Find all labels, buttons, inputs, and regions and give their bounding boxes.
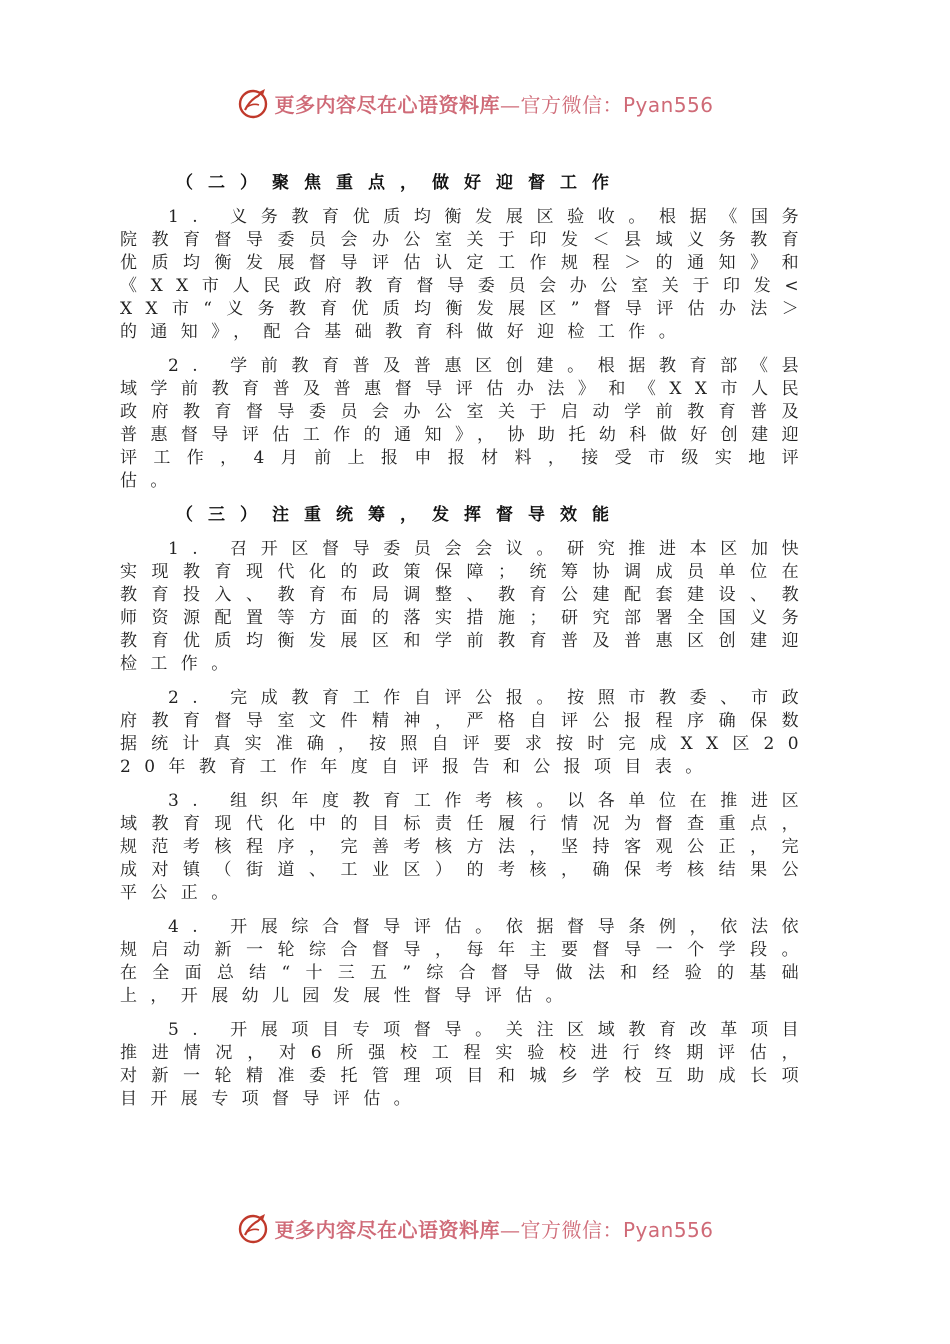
paragraph: 3. 组织年度教育工作考核。以各单位在推进区域教育现代化中的目标责任履行情况为督查重点，规范考核程序，完善考核方法，坚持客观公正，完成对镇（街道、工业区）的考核，确保考核结果公平公正。 bbox=[120, 791, 812, 903]
header-watermark-banner bbox=[0, 86, 950, 120]
banner-text: 更多内容尽在心语资料库—官方微信：Pyan556 bbox=[274, 92, 714, 117]
section-heading: （二）聚焦重点，做好迎督工作 bbox=[176, 173, 624, 193]
paragraph: 2. 完成教育工作自评公报。按照市教委、市政府教育督导室文件精神，严格自评公报程序确保数据统计真实准确，按照自评要求按时完成XX区2020年教育工作年度自评报告和公报项目表。 bbox=[120, 688, 812, 777]
paragraph: 4. 开展综合督导评估。依据督导条例，依法依规启动新一轮综合督导，每年主要督导一个学段。在全面总结“十三五”综合督导做法和经验的基础上，开展幼儿园发展性督导评估。 bbox=[120, 917, 812, 1006]
pen-seal-logo-icon bbox=[236, 1211, 270, 1245]
paragraph: 5. 开展项目专项督导。关注区域教育改革项目推进情况，对6所强校工程实验校进行终期评估，对新一轮精准委托管理项目和城乡学校互助成长项目开展专项督导评估。 bbox=[120, 1020, 812, 1109]
document-body bbox=[120, 172, 812, 1122]
section-heading: （三）注重统筹，发挥督导效能 bbox=[176, 505, 624, 525]
paragraph: 1. 义务教育优质均衡发展区验收。根据《国务院教育督导委员会办公室关于印发＜县域义务教育优质均衡发展督导评估认定工作规程＞的通知》和《XX市人民政府教育督导委员会办公室关于印发<XX市“义务教育优质均衡发展区”督导评估办法＞的通知》，配合基础教育科做好迎检工作。 bbox=[120, 207, 812, 342]
paragraph: 1. 召开区督导委员会会议。研究推进本区加快实现教育现代化的政策保障；统筹协调成员单位在教育投入、教育布局调整、教育公建配套建设、教师资源配置等方面的落实措施；研究部署全国义务教育优质均衡发展区和学前教育普及普惠区创建迎检工作。 bbox=[120, 539, 812, 674]
paragraph: 2. 学前教育普及普惠区创建。根据教育部《县域学前教育普及普惠督导评估办法》和《XX市人民政府教育督导委员会办公室关于启动学前教育普及普惠督导评估工作的通知》，协助托幼科做好创建迎评工作，4月前上报申报材料，接受市级实地评估。 bbox=[120, 356, 812, 491]
footer-watermark-banner bbox=[0, 1211, 950, 1245]
banner-text: 更多内容尽在心语资料库—官方微信：Pyan556 bbox=[274, 1217, 714, 1242]
pen-seal-logo-icon bbox=[236, 86, 270, 120]
